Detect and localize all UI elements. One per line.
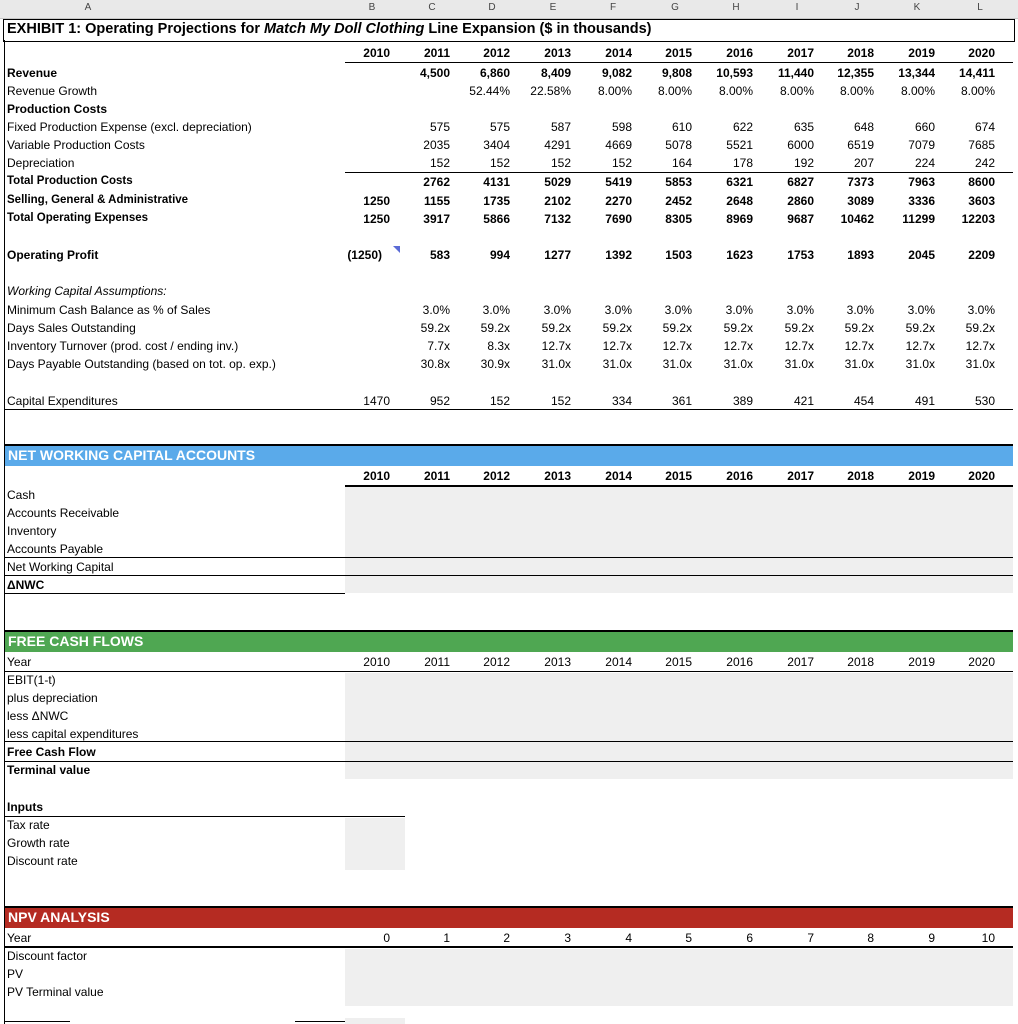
column-letter[interactable]: H (732, 2, 740, 13)
fcf-input-area[interactable] (345, 673, 1013, 779)
npv-band: NPV ANALYSIS (5, 907, 1013, 928)
row-label-depreciation: Depreciation (7, 156, 75, 170)
fcf-fcf-underline (5, 761, 1013, 762)
fcf-year-cell: 2019 (908, 655, 935, 669)
value-cell-variable_production: 6000 (787, 138, 814, 152)
npv-period-cell: 0 (383, 931, 390, 945)
row-label-revenue: Revenue (7, 66, 58, 80)
value-cell-operating_profit: 1753 (787, 248, 814, 262)
value-cell-min_cash: 3.0% (725, 303, 753, 317)
value-cell-revenue: 6,860 (479, 66, 510, 80)
nwc-label: Inventory (7, 524, 57, 538)
value-cell-operating_profit: 1623 (726, 248, 753, 262)
value-cell-min_cash: 3.0% (907, 303, 935, 317)
value-cell-depreciation: 178 (732, 156, 753, 170)
value-cell-capex: 952 (429, 394, 450, 408)
value-cell-total_opex: 11299 (902, 212, 935, 226)
nwc-year-cell: 2020 (968, 469, 995, 483)
value-cell-inv_turnover: 12.7x (662, 339, 692, 353)
npv-label: PV (7, 967, 24, 981)
value-cell-fixed_production: 610 (671, 120, 692, 134)
value-cell-min_cash: 3.0% (482, 303, 510, 317)
value-cell-fixed_production: 660 (914, 120, 935, 134)
value-cell-min_cash: 3.0% (604, 303, 632, 317)
value-cell-sga: 2102 (544, 194, 571, 208)
value-cell-depreciation: 242 (974, 156, 995, 170)
value-cell-dso: 59.2x (723, 321, 753, 335)
value-cell-sga: 2270 (605, 194, 632, 208)
row-label-dpo: Days Payable Outstanding (based on tot. op. exp.) (7, 357, 276, 371)
nwc-input-area[interactable] (345, 487, 1013, 593)
value-cell-dpo: 31.0x (602, 357, 632, 371)
value-cell-revenue: 9,808 (661, 66, 692, 80)
value-cell-fixed_production: 635 (793, 120, 814, 134)
value-cell-operating_profit: 994 (489, 248, 510, 262)
value-cell-fixed_production: 575 (489, 120, 510, 134)
npv-period-cell: 6 (746, 931, 753, 945)
value-cell-dpo: 31.0x (784, 357, 814, 371)
value-cell-inv_turnover: 7.7x (427, 339, 450, 353)
year-header-cell: 2020 (968, 46, 995, 60)
fcf-label: less capital expenditures (7, 727, 139, 741)
value-cell-total_opex: 7132 (544, 212, 571, 226)
nwc-label: Accounts Receivable (7, 506, 120, 520)
value-cell-revenue_growth: 22.58% (530, 84, 571, 98)
column-letter[interactable]: A (84, 2, 92, 13)
year-header-cell: 2013 (544, 46, 571, 60)
fcf-year-cell: 2018 (847, 655, 874, 669)
year-header-cell: 2019 (908, 46, 935, 60)
nwc-label: ΔNWC (7, 578, 45, 592)
exhibit-title: EXHIBIT 1: Operating Projections for Match My Doll Clothing Line Expansion ($ in thousands) (7, 21, 652, 37)
npv-band-border (5, 906, 1013, 908)
value-cell-dpo: 30.9x (480, 357, 510, 371)
bottom-underline-left (5, 1021, 70, 1022)
value-cell-dpo: 31.0x (723, 357, 753, 371)
value-cell-min_cash: 3.0% (664, 303, 692, 317)
value-cell-operating_profit: 583 (429, 248, 450, 262)
year-header-cell: 2012 (483, 46, 510, 60)
value-cell-total_production: 8600 (968, 175, 995, 189)
value-cell-variable_production: 6519 (847, 138, 874, 152)
value-cell-total_production: 5029 (544, 175, 571, 189)
inputs-title: Inputs (7, 800, 43, 814)
comment-flag-icon (393, 246, 400, 253)
value-cell-revenue: 12,355 (837, 66, 874, 80)
value-cell-total_production: 2762 (423, 175, 450, 189)
value-cell-dso: 59.2x (541, 321, 571, 335)
year-header-cell: 2010 (363, 46, 390, 60)
value-cell-revenue: 13,344 (898, 66, 935, 80)
npv-period-cell: 2 (503, 931, 510, 945)
value-cell-inv_turnover: 12.7x (844, 339, 874, 353)
inputs-label: Discount rate (7, 854, 78, 868)
row-label-production_costs: Production Costs (7, 102, 108, 116)
value-cell-revenue_growth: 8.00% (900, 84, 935, 98)
nwc-year-cell: 2010 (363, 469, 390, 483)
row-label-total_production: Total Production Costs (7, 175, 133, 187)
value-cell-sga: 2648 (726, 194, 753, 208)
value-cell-capex: 389 (732, 394, 753, 408)
value-cell-operating_profit: 2209 (968, 248, 995, 262)
value-cell-operating_profit: 2045 (908, 248, 935, 262)
nwc-band-border (5, 444, 1013, 446)
value-cell-total_production: 7963 (908, 175, 935, 189)
value-cell-sga: 1250 (363, 194, 390, 208)
fcf-year-cell: 2015 (665, 655, 692, 669)
nwc-year-cell: 2015 (665, 469, 692, 483)
row-label-total_opex: Total Operating Expenses (7, 212, 149, 224)
year-header-cell: 2018 (847, 46, 874, 60)
value-cell-total_production: 5853 (665, 175, 692, 189)
value-cell-operating_profit: 1392 (605, 248, 632, 262)
value-cell-variable_production: 2035 (423, 138, 450, 152)
inputs-label: Growth rate (7, 836, 70, 850)
fcf-year-underline (5, 671, 1013, 672)
value-cell-min_cash: 3.0% (967, 303, 995, 317)
nwc-year-cell: 2017 (787, 469, 814, 483)
value-cell-dpo: 31.0x (662, 357, 692, 371)
value-cell-variable_production: 7685 (968, 138, 995, 152)
value-cell-total_production: 6321 (726, 175, 753, 189)
inputs-underline (5, 816, 405, 817)
row-label-min_cash: Minimum Cash Balance as % of Sales (7, 303, 211, 317)
value-cell-variable_production: 7079 (908, 138, 935, 152)
value-cell-dso: 59.2x (905, 321, 935, 335)
year-header-cell: 2017 (787, 46, 814, 60)
column-letter[interactable]: E (549, 2, 557, 13)
column-letter[interactable]: D (488, 2, 496, 13)
fcf-year-cell: 2020 (968, 655, 995, 669)
value-cell-revenue: 11,440 (777, 66, 814, 80)
value-cell-dso: 59.2x (480, 321, 510, 335)
npv-label: Discount factor (7, 949, 88, 963)
value-cell-sga: 3089 (847, 194, 874, 208)
value-cell-sga: 3603 (968, 194, 995, 208)
value-cell-inv_turnover: 12.7x (723, 339, 753, 353)
value-cell-total_opex: 7690 (605, 212, 632, 226)
value-cell-revenue: 9,082 (601, 66, 632, 80)
value-cell-revenue_growth: 8.00% (779, 84, 814, 98)
value-cell-total_opex: 10462 (840, 212, 874, 226)
value-cell-operating_profit: 1893 (847, 248, 874, 262)
value-cell-sga: 2860 (787, 194, 814, 208)
value-cell-inv_turnover: 8.3x (487, 339, 510, 353)
value-cell-total_production: 7373 (847, 175, 874, 189)
value-cell-dso: 59.2x (602, 321, 632, 335)
value-cell-min_cash: 3.0% (846, 303, 874, 317)
nwc-year-cell: 2011 (423, 469, 450, 483)
nwc-year-cell: 2013 (544, 469, 571, 483)
value-cell-fixed_production: 598 (611, 120, 632, 134)
value-cell-fixed_production: 674 (974, 120, 995, 134)
npv-year-underline (5, 946, 1013, 948)
value-cell-capex: 152 (489, 394, 510, 408)
value-cell-min_cash: 3.0% (422, 303, 450, 317)
value-cell-dpo: 30.8x (420, 357, 450, 371)
value-cell-variable_production: 4291 (544, 138, 571, 152)
nwc-year-cell: 2018 (847, 469, 874, 483)
value-cell-revenue_growth: 8.00% (597, 84, 632, 98)
fcf-band: FREE CASH FLOWS (5, 631, 1013, 652)
value-cell-inv_turnover: 12.7x (541, 339, 571, 353)
value-cell-dpo: 31.0x (965, 357, 995, 371)
value-cell-capex: 491 (914, 394, 935, 408)
value-cell-total_opex: 8969 (726, 212, 753, 226)
row-label-fixed_production: Fixed Production Expense (excl. depreciation) (7, 120, 252, 134)
nwc-year-cell: 2019 (908, 469, 935, 483)
fcf-band-border (5, 630, 1013, 632)
value-cell-inv_turnover: 12.7x (965, 339, 995, 353)
row-label-wc_assumptions: Working Capital Assumptions: (7, 284, 167, 298)
value-cell-revenue: 14,411 (958, 66, 995, 80)
value-cell-min_cash: 3.0% (543, 303, 571, 317)
nwc-band: NET WORKING CAPITAL ACCOUNTS (5, 445, 1013, 466)
npv-period-cell: 4 (625, 931, 632, 945)
fcf-year-cell: 2017 (787, 655, 814, 669)
value-cell-capex: 421 (793, 394, 814, 408)
value-cell-fixed_production: 648 (853, 120, 874, 134)
npv-period-cell: 8 (867, 931, 874, 945)
value-cell-inv_turnover: 12.7x (602, 339, 632, 353)
column-letter[interactable]: I (795, 2, 799, 13)
value-cell-revenue_growth: 52.44% (469, 84, 510, 98)
row-label-dso: Days Sales Outstanding (7, 321, 136, 335)
column-letter[interactable]: F (609, 2, 617, 13)
year-header-cell: 2015 (665, 46, 692, 60)
column-letter[interactable]: K (913, 2, 921, 13)
value-cell-operating_profit: 1503 (665, 248, 692, 262)
value-cell-fixed_production: 622 (732, 120, 753, 134)
fcf-label: less ΔNWC (7, 709, 69, 723)
value-cell-dso: 59.2x (420, 321, 450, 335)
value-cell-depreciation: 192 (793, 156, 814, 170)
value-cell-total_production: 5419 (605, 175, 632, 189)
npv-period-cell: 7 (807, 931, 814, 945)
value-cell-revenue: 10,593 (716, 66, 753, 80)
year-header-cell: 2014 (605, 46, 632, 60)
value-cell-revenue: 4,500 (419, 66, 450, 80)
column-letter[interactable]: L (977, 2, 983, 13)
column-header-bar (0, 0, 1018, 19)
npv-period-cell: 9 (928, 931, 935, 945)
value-cell-total_opex: 9687 (787, 212, 814, 226)
row-label-capex: Capital Expenditures (7, 394, 118, 408)
value-cell-dso: 59.2x (784, 321, 814, 335)
value-cell-sga: 2452 (665, 194, 692, 208)
value-cell-revenue_growth: 8.00% (718, 84, 753, 98)
fcf-label: Terminal value (7, 763, 91, 777)
inputs-label: Tax rate (7, 818, 50, 832)
column-letter[interactable]: C (428, 2, 436, 13)
value-cell-inv_turnover: 12.7x (784, 339, 814, 353)
value-cell-dpo: 31.0x (541, 357, 571, 371)
value-cell-dso: 59.2x (662, 321, 692, 335)
value-cell-variable_production: 4669 (605, 138, 632, 152)
column-letter[interactable]: B (368, 2, 376, 13)
value-cell-sga: 1155 (423, 194, 450, 208)
npv-period-cell: 3 (564, 931, 571, 945)
value-cell-dpo: 31.0x (844, 357, 874, 371)
value-cell-operating_profit: 1277 (544, 248, 571, 262)
fcf-year-cell: 2012 (483, 655, 510, 669)
value-cell-depreciation: 152 (611, 156, 632, 170)
fcf-year-cell: 2011 (424, 655, 450, 669)
value-cell-revenue: 8,409 (540, 66, 571, 80)
value-cell-dso: 59.2x (965, 321, 995, 335)
value-cell-capex: 454 (853, 394, 874, 408)
npv-year-label: Year (7, 931, 32, 945)
column-letter[interactable]: J (854, 2, 860, 13)
value-cell-depreciation: 164 (671, 156, 692, 170)
value-cell-depreciation: 224 (914, 156, 935, 170)
value-cell-revenue_growth: 8.00% (960, 84, 995, 98)
value-cell-dpo: 31.0x (905, 357, 935, 371)
value-cell-operating_profit: (1250) (347, 248, 382, 262)
value-cell-total_production: 4131 (483, 175, 510, 189)
nwc-year-cell: 2016 (726, 469, 753, 483)
fcf-year-cell: 2014 (605, 655, 632, 669)
inputs-area[interactable] (345, 818, 405, 870)
capex-underline (5, 409, 1013, 410)
npv-period-cell: 1 (443, 931, 450, 945)
row-label-variable_production: Variable Production Costs (7, 138, 145, 152)
value-cell-dso: 59.2x (844, 321, 874, 335)
nwc-label: Net Working Capital (7, 560, 114, 574)
value-cell-revenue_growth: 8.00% (839, 84, 874, 98)
value-cell-inv_turnover: 12.7x (905, 339, 935, 353)
npv-period-cell: 10 (981, 931, 995, 945)
value-cell-variable_production: 5521 (726, 138, 753, 152)
value-cell-capex: 1470 (363, 394, 390, 408)
value-cell-revenue_growth: 8.00% (657, 84, 692, 98)
value-cell-total_opex: 12203 (961, 212, 995, 226)
bottom-underline-mid (295, 1021, 345, 1022)
row-label-revenue_growth: Revenue Growth (7, 84, 98, 98)
fcf-label: plus depreciation (7, 691, 98, 705)
depreciation-underline (345, 172, 1013, 173)
value-cell-total_opex: 5866 (483, 212, 510, 226)
value-cell-depreciation: 152 (429, 156, 450, 170)
fcf-capex-underline (5, 741, 1013, 742)
fcf-year-cell: 2016 (726, 655, 753, 669)
nwc-label: Accounts Payable (7, 542, 104, 556)
value-cell-variable_production: 3404 (483, 138, 510, 152)
value-cell-capex: 361 (671, 394, 692, 408)
value-cell-fixed_production: 587 (550, 120, 571, 134)
value-cell-sga: 3336 (908, 194, 935, 208)
sheet-left-border (4, 40, 5, 1024)
npv-input-area[interactable] (345, 949, 1013, 1006)
column-letter[interactable]: G (671, 2, 679, 13)
fcf-year-cell: 2013 (544, 655, 571, 669)
fcf-label: Free Cash Flow (7, 745, 96, 759)
value-cell-depreciation: 207 (853, 156, 874, 170)
value-cell-capex: 152 (550, 394, 571, 408)
nwc-label: Cash (7, 488, 36, 502)
year-header-underline (345, 62, 1013, 63)
value-cell-capex: 334 (611, 394, 632, 408)
value-cell-variable_production: 5078 (665, 138, 692, 152)
npv-period-cell: 5 (685, 931, 692, 945)
year-header-cell: 2011 (423, 46, 450, 60)
value-cell-total_opex: 3917 (423, 212, 450, 226)
value-cell-total_opex: 8305 (665, 212, 692, 226)
nwc-year-cell: 2012 (483, 469, 510, 483)
npv-label: PV Terminal value (7, 985, 104, 999)
value-cell-capex: 530 (974, 394, 995, 408)
value-cell-total_opex: 1250 (363, 212, 390, 226)
value-cell-sga: 1735 (483, 194, 510, 208)
value-cell-depreciation: 152 (550, 156, 571, 170)
value-cell-min_cash: 3.0% (786, 303, 814, 317)
year-header-cell: 2016 (726, 46, 753, 60)
value-cell-fixed_production: 575 (429, 120, 450, 134)
row-label-operating_profit: Operating Profit (7, 248, 99, 262)
fcf-year-label: Year (7, 655, 32, 669)
value-cell-depreciation: 152 (489, 156, 510, 170)
fcf-label: EBIT(1-t) (7, 673, 56, 687)
bottom-grey-stub (345, 1018, 405, 1024)
nwc-end-underline (5, 593, 345, 594)
row-label-sga: Selling, General & Administrative (7, 194, 189, 206)
row-label-inv_turnover: Inventory Turnover (prod. cost / ending inv.) (7, 339, 239, 353)
fcf-year-cell: 2010 (363, 655, 390, 669)
nwc-year-cell: 2014 (605, 469, 632, 483)
value-cell-total_production: 6827 (787, 175, 814, 189)
nwc-net-underline (5, 575, 1013, 576)
nwc-ap-underline (5, 557, 1013, 558)
